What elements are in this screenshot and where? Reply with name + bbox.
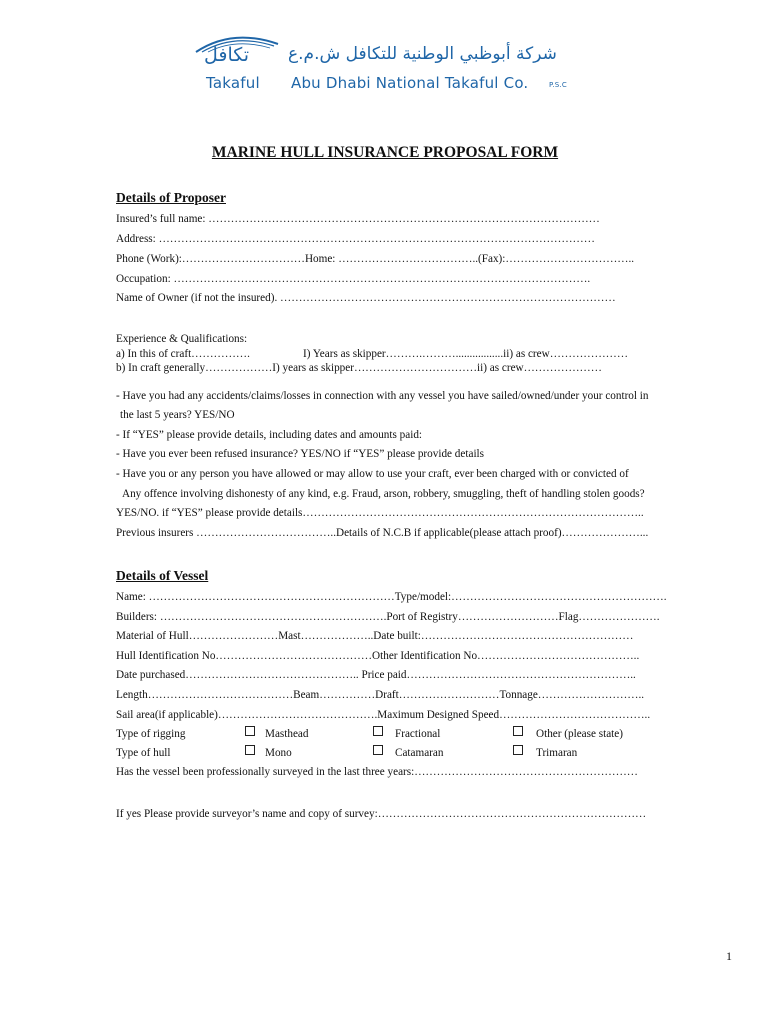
- section-heading-vessel: Details of Vessel: [116, 568, 209, 583]
- date-purchased-field[interactable]: Date purchased……………………………………….. Price paid……………………………………………………..: [116, 669, 636, 681]
- question-convicted-cont: Any offence involving dishonesty of any kind, e.g. Fraud, arson, robbery, smuggling, theft of handling stolen goods?: [122, 488, 645, 500]
- vessel-name-field[interactable]: Name: …………………………………………………………Type/model:………………………………………………….: [116, 591, 667, 603]
- insured-name-field[interactable]: Insured’s full name: ……………………………………………………………………………………………: [116, 213, 600, 225]
- question-convicted-details[interactable]: YES/NO. if “YES” please provide details………………………………………………………………………………..: [116, 507, 644, 519]
- surveyed-question[interactable]: Has the vessel been professionally surveyed in the last three years:……………………………………………………: [116, 766, 638, 778]
- checkbox-masthead[interactable]: [245, 726, 255, 736]
- checkbox-other[interactable]: [513, 726, 523, 736]
- question-if-yes: - If “YES” please provide details, including dates and amounts paid:: [116, 429, 423, 441]
- question-refused[interactable]: - Have you ever been refused insurance? YES/NO if “YES” please provide details: [116, 448, 485, 460]
- hull-id-field[interactable]: Hull Identification No……………………………………Other Identification No……………………………………..: [116, 650, 640, 662]
- experience-row-b[interactable]: b) In craft generally………………I) years as skipper……………………………ii) as crew…………………: [116, 362, 602, 374]
- page-number: 1: [726, 949, 732, 963]
- builders-field[interactable]: Builders: …………………………………………………….Port of Registry………………………Flag………………….: [116, 611, 660, 623]
- logo-latin-small: Takaful: [206, 74, 260, 92]
- checkbox-fractional[interactable]: [373, 726, 383, 736]
- rigging-option-fractional: Fractional: [395, 728, 441, 740]
- surveyor-field[interactable]: If yes Please provide surveyor’s name and copy of survey:………………………………………………………………: [116, 808, 647, 820]
- section-heading-proposer: Details of Proposer: [116, 190, 226, 205]
- checkbox-mono[interactable]: [245, 745, 255, 755]
- question-accidents: - Have you had any accidents/claims/losses in connection with any vessel you have sailed/owned/under your control in: [116, 390, 649, 402]
- sail-area-field[interactable]: Sail area(if applicable)…………………………………….Maximum Designed Speed…………………………………..: [116, 709, 651, 721]
- company-suffix: P.S.C: [549, 81, 567, 89]
- checkbox-trimaran[interactable]: [513, 745, 523, 755]
- hull-option-mono: Mono: [265, 747, 292, 759]
- previous-insurers-field[interactable]: Previous insurers ………………………………..Details of N.C.B if applicable(please attach proof)…………………...: [116, 527, 649, 539]
- rigging-option-other: Other (please state): [536, 728, 623, 740]
- experience-row-a-right[interactable]: I) Years as skipper……….……….................ii) as crew…………………: [303, 348, 629, 360]
- form-title: MARINE HULL INSURANCE PROPOSAL FORM: [211, 144, 559, 161]
- phone-field[interactable]: Phone (Work):……………………………Home: ………………………………..(Fax):……………………………..: [116, 253, 635, 265]
- logo-arabic-small: تكافل: [204, 44, 250, 66]
- rigging-option-masthead: Masthead: [265, 728, 309, 740]
- question-accidents-cont[interactable]: the last 5 years? YES/NO: [120, 409, 235, 421]
- checkbox-catamaran[interactable]: [373, 745, 383, 755]
- company-name-latin: Abu Dhabi National Takaful Co.: [291, 74, 529, 92]
- owner-name-field[interactable]: Name of Owner (if not the insured). ………………………………………………………………………………: [116, 292, 616, 304]
- experience-heading: Experience & Qualifications:: [116, 333, 248, 345]
- company-logo: [192, 30, 592, 100]
- occupation-field[interactable]: Occupation: ………………………………………………………………………………………………….: [116, 273, 591, 285]
- address-field[interactable]: Address: ………………………………………………………………………………………………………: [116, 233, 595, 245]
- experience-row-a-left[interactable]: a) In this of craft…………….: [116, 348, 250, 360]
- question-convicted: - Have you or any person you have allowed or may allow to use your craft, ever been charged with or convicted of: [116, 468, 629, 480]
- hull-type-label: Type of hull: [116, 747, 171, 759]
- hull-option-trimaran: Trimaran: [536, 747, 578, 759]
- rigging-label: Type of rigging: [116, 728, 186, 740]
- material-field[interactable]: Material of Hull……………………Mast………………..Date built:…………………………………………………: [116, 630, 634, 642]
- company-name-arabic: شركة أبوظبي الوطنية للتكافل ش.م.ع: [288, 44, 557, 64]
- hull-option-catamaran: Catamaran: [395, 747, 444, 759]
- length-field[interactable]: Length…………………………………Beam……………Draft………………………Tonnage………………………..: [116, 689, 645, 701]
